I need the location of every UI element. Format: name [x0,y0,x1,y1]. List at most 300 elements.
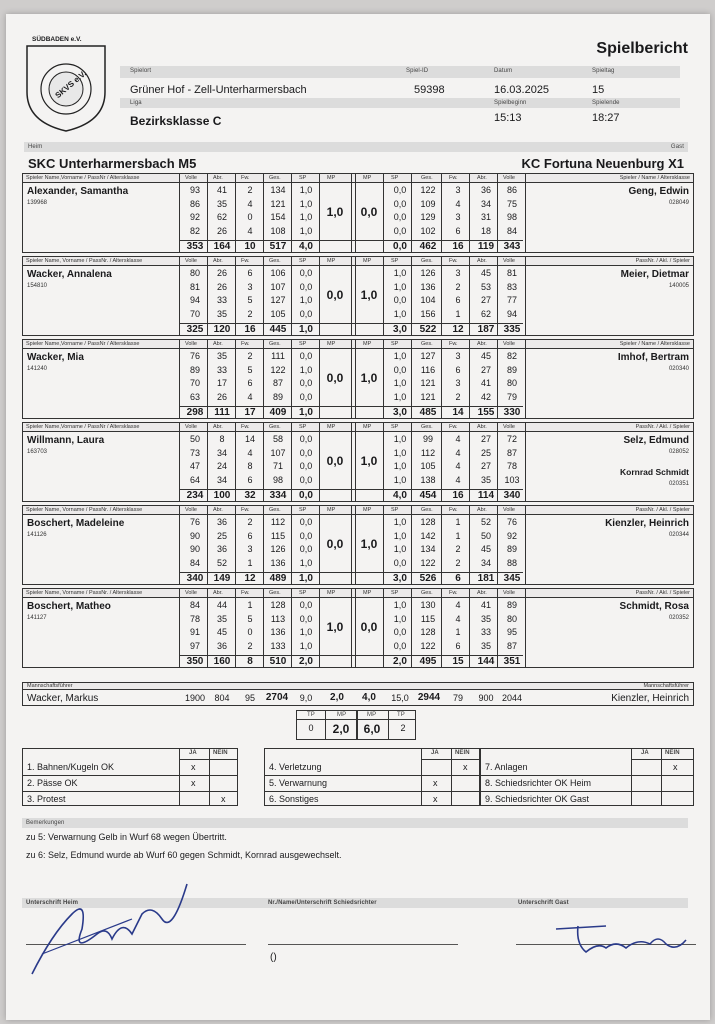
guest-mp: 1,0 [360,288,378,302]
pairing-4 [22,422,694,502]
guest-signature [546,914,706,964]
home-score-cell: 84 [189,557,200,568]
home-total-cell: 149 [213,573,231,584]
home-score-cell: 26 [216,281,227,292]
guest-score-cell: 75 [506,198,517,209]
home-mp: 0,0 [326,371,344,385]
home-col-label: MP [327,424,336,430]
guest-player-name: Selz, Edmund [623,435,689,446]
guest-score-cell: 112 [420,447,436,458]
guest-score-cell: 0,0 [393,557,407,568]
guest-score-cell: 0,0 [393,198,407,209]
guest-score-cell: 136 [420,281,436,292]
guest-score-cell: 80 [506,613,517,624]
spieltag-value: 15 [592,84,605,96]
home-total-cell: 489 [269,573,287,584]
guest-col-label: SP [391,175,399,181]
guest-score-cell: 126 [420,268,436,278]
guest-col-label: Ges. [421,341,433,347]
home-total-cell: 1,0 [299,324,313,335]
home-col-label: SP [299,258,307,264]
home-total-cell: 0,0 [299,490,313,501]
guest-col-label: Volle [503,424,515,430]
guest-total-cell: 0,0 [393,241,407,252]
guest-col-label: Fw. [449,258,458,264]
guest-score-cell: 95 [506,627,517,637]
home-score-cell: 89 [189,364,200,375]
home-score-cell: 45 [216,627,227,637]
guest-col-label: Ges. [421,175,433,181]
home-total-cell: 340 [186,573,204,584]
datum-label: Datum [494,68,513,74]
guest-score-cell: 41 [480,600,491,610]
guest-score-cell: 1,0 [393,391,407,402]
guest-total-cell: 3,0 [393,407,407,418]
guest-score-cell: 1,0 [393,268,407,278]
home-score-cell: 0,0 [299,434,313,444]
home-score-cell: 36 [216,517,227,527]
home-total-cell: 16 [244,324,256,335]
home-total-cell: 234 [186,490,204,501]
guest-player-name: Imhof, Bertram [617,352,689,363]
guest-score-cell: 122 [420,557,436,568]
guest-total-cell: 187 [477,324,495,335]
home-total-abr: 804 [214,693,230,703]
guest-score-cell: 77 [506,295,517,305]
home-total-cell: 517 [269,241,287,252]
checklist-2 [264,748,480,806]
home-score-cell: 113 [270,613,286,624]
pairing-3 [22,339,694,419]
team-label-bar [24,142,688,152]
guest-col-label: MP [363,341,372,347]
guest-score-cell: 4 [455,198,461,209]
guest-col-label: Fw. [449,590,458,596]
guest-score-cell: 92 [506,530,517,541]
guest-player-col-label: Spieler / Name / Altersklasse [619,175,690,181]
home-score-cell: 94 [189,295,200,305]
guest-score-cell: 127 [420,351,436,361]
guest-total-cell: 3,0 [393,324,407,335]
guest-score-cell: 0,0 [393,295,407,305]
home-score-cell: 26 [216,268,227,278]
home-player-pass: 141126 [27,532,47,538]
guest-col-label: MP [363,175,372,181]
home-score-cell: 0,0 [299,530,313,541]
home-score-cell: 44 [216,600,227,610]
home-score-cell: 1,0 [299,225,313,236]
guest-score-cell: 1,0 [393,517,407,527]
pairing-2 [22,256,694,336]
home-col-label: Fw. [241,175,250,181]
guest-col-label: Ges. [421,424,433,430]
home-col-label: SP [299,341,307,347]
home-score-cell: 6 [247,378,253,388]
home-score-cell: 1,0 [299,198,313,209]
home-score-cell: 4 [247,198,253,209]
guest-player-pass: 020344 [668,532,689,538]
home-score-cell: 0,0 [299,613,313,624]
home-score-cell: 26 [216,391,227,402]
guest-tp: 2 [400,723,406,733]
guest-total-cell: 6 [455,573,461,584]
guest-total-cell: 3,0 [393,573,407,584]
guest-score-cell: 31 [480,212,491,222]
guest-score-cell: 45 [480,544,491,554]
home-score-cell: 2 [247,517,253,527]
guest-score-cell: 27 [480,434,491,444]
home-captain: Wacker, Markus [27,693,99,704]
guest-captain: Kienzler, Heinrich [611,693,689,704]
pairing-6 [22,588,694,668]
ref-value: () [270,952,277,963]
guest-total-cell: 4,0 [393,490,407,501]
home-score-cell: 0,0 [299,461,313,471]
home-score-cell: 71 [272,461,283,471]
home-total-cell: 120 [213,324,231,335]
home-total-cell: 1,0 [299,407,313,418]
home-score-cell: 14 [244,434,255,444]
home-player-name: Boschert, Matheo [27,601,111,612]
checklist-3 [480,748,694,806]
home-mp: 1,0 [326,620,344,634]
checklist-item: 5. Verwarnung [269,778,328,788]
guest-score-cell: 0,0 [393,225,407,236]
home-score-cell: 134 [270,185,286,195]
home-score-cell: 8 [219,434,225,444]
home-col-label: MP [327,258,336,264]
home-player-pass: 139968 [27,200,48,206]
home-mp: 0,0 [326,454,344,468]
home-total-cell: 325 [186,324,204,335]
home-score-cell: 0,0 [299,447,313,458]
home-col-label: Abr. [213,590,223,596]
home-signature [12,874,202,984]
home-col-label: Volle [185,590,197,596]
home-tp: 0 [308,723,314,733]
guest-score-cell: 3 [455,185,461,195]
home-total-cell: 2,0 [299,656,313,667]
home-score-cell: 105 [270,308,286,319]
guest-score-cell: 1 [455,530,461,541]
guest-score-cell: 18 [480,225,491,236]
home-col-label: Ges. [269,341,281,347]
guest-score-cell: 88 [506,557,517,568]
home-score-cell: 107 [270,281,286,292]
home-score-cell: 35 [216,198,227,209]
home-player-col-label: Spieler Name, Vorname / PassNr. / Altersklasse [26,258,143,264]
guest-score-cell: 129 [420,212,436,222]
guest-player-col-label: PassNr. / Akl. / Spieler [635,507,690,513]
home-score-cell: 97 [189,640,200,651]
guest-score-cell: 6 [455,364,461,375]
home-score-cell: 70 [189,378,200,388]
guest-col-label: Abr. [477,507,487,513]
guest-score-cell: 102 [420,225,436,236]
guest-score-cell: 4 [455,447,461,458]
guest-score-cell: 35 [480,474,491,485]
home-total-fw: 95 [244,693,255,703]
home-score-cell: 98 [272,474,283,485]
home-score-cell: 76 [189,351,200,361]
home-total-cell: 1,0 [299,573,313,584]
guest-total-cell: 495 [419,656,437,667]
home-score-cell: 34 [216,447,227,458]
home-score-cell: 17 [216,378,227,388]
checklist-item: 2. Pässe OK [27,778,78,788]
guest-score-cell: 3 [455,351,461,361]
remark-line-2: zu 6: Selz, Edmund wurde ab Wurf 60 gegen Schmidt, Kornrad ausgewechselt. [26,850,342,860]
home-score-cell: 0,0 [299,600,313,610]
guest-score-cell: 105 [420,461,436,471]
home-mp: 0,0 [326,537,344,551]
home-total-cell: 32 [244,490,256,501]
guest-total-cell: 14 [452,407,464,418]
home-score-cell: 0,0 [299,391,313,402]
guest-score-cell: 2 [455,391,461,402]
home-player-pass: 141127 [27,615,47,621]
guest-total-cell: 114 [477,490,495,501]
home-player-name: Willmann, Laura [27,435,105,446]
home-col-label: Fw. [241,424,250,430]
home-score-cell: 5 [247,364,253,375]
home-score-cell: 0 [247,627,253,637]
guest-score-cell: 1,0 [393,613,407,624]
guest-score-cell: 2 [455,557,461,568]
home-total-cell: 10 [244,241,256,252]
home-score-cell: 80 [189,268,200,278]
guest-score-cell: 0,0 [393,364,407,375]
guest-score-cell: 27 [480,364,491,375]
spielbeginn-value: 15:13 [494,112,522,124]
guest-score-cell: 27 [480,295,491,305]
guest-player-pass: 140005 [668,283,689,289]
home-player-col-label: Spieler Name,Vorname / PassNr / Altersklasse [26,175,140,181]
home-score-cell: 0 [247,212,253,222]
liga-label: Liga [130,100,142,106]
team-total-row [22,682,694,706]
home-score-cell: 2 [247,308,253,319]
home-col-label: SP [299,175,307,181]
guest-col-label: Abr. [477,590,487,596]
guest-score-cell: 33 [480,627,491,637]
checklist-item: 8. Schiedsrichter OK Heim [485,778,592,788]
home-score-cell: 6 [247,530,253,541]
guest-score-cell: 115 [420,613,436,624]
guest-score-cell: 35 [480,640,491,651]
nein-label: NEIN [455,750,470,756]
home-total-cell: 111 [214,407,230,418]
guest-total-mp: 4,0 [362,692,376,703]
report-sheet [6,14,710,1020]
home-mp: 2,0 [332,722,350,736]
home-score-cell: 52 [216,557,227,568]
guest-score-cell: 109 [420,198,436,209]
home-total-cell: 8 [247,656,253,667]
guest-mp: 1,0 [360,454,378,468]
guest-score-cell: 116 [420,364,436,375]
guest-total-cell: 462 [419,241,437,252]
home-score-cell: 107 [270,447,286,458]
home-player-pass: 154810 [27,283,48,289]
home-score-cell: 6 [247,268,253,278]
checklist-item: 4. Verletzung [269,762,322,772]
home-score-cell: 5 [247,613,253,624]
home-col-label: Fw. [241,590,250,596]
home-total-cell: 100 [213,490,231,501]
home-col-label: MP [327,175,336,181]
guest-captain-label: Mannschaftsführer [643,683,689,689]
guest-col-label: Volle [503,590,515,596]
home-score-cell: 4 [247,447,253,458]
home-score-cell: 76 [189,517,200,527]
spiel-id-label: Spiel-ID [406,68,429,74]
home-col-label: Volle [185,175,197,181]
guest-col-label: MP [363,507,372,513]
home-score-cell: 1,0 [299,185,313,195]
guest-score-cell: 76 [506,517,517,527]
guest-score-cell: 128 [420,517,436,527]
checklist-item: 9. Schiedsrichter OK Gast [485,794,590,804]
home-score-cell: 0,0 [299,281,313,292]
home-score-cell: 2 [247,185,253,195]
home-total-cell: 298 [186,407,204,418]
home-col-label: MP [327,590,336,596]
guest-total-cell: 351 [503,656,521,667]
guest-score-cell: 122 [420,185,436,195]
nein-mark: x [673,762,678,772]
home-score-cell: 0,0 [299,517,313,527]
guest-score-cell: 4 [455,474,461,485]
guest-total-sp: 15,0 [391,693,409,703]
home-score-cell: 127 [270,295,286,305]
guest-score-cell: 4 [455,461,461,471]
home-score-cell: 5 [247,295,253,305]
home-score-cell: 154 [270,212,286,222]
guest-col-label: Abr. [477,175,487,181]
home-score-cell: 1,0 [299,212,313,222]
spielort-label: Spielort [130,68,152,74]
ja-mark: x [433,778,438,788]
guest-col-label: SP [391,258,399,264]
gast-label: Gast [670,144,684,150]
home-score-cell: 4 [247,225,253,236]
ja-label: JA [641,750,649,756]
home-score-cell: 86 [189,198,200,209]
guest-total-cell: 119 [477,241,495,252]
guest-score-cell: 1,0 [393,281,407,292]
guest-col-label: SP [391,590,399,596]
guest-total-cell: 181 [477,573,495,584]
guest-score-cell: 82 [506,351,517,361]
guest-col-label: Volle [503,341,515,347]
home-score-cell: 47 [189,461,200,471]
guest-col-label: Volle [503,175,515,181]
home-mp: 0,0 [326,288,344,302]
home-score-cell: 90 [189,544,200,554]
home-score-cell: 62 [216,212,227,222]
home-score-cell: 92 [189,212,200,222]
guest-mp: 1,0 [360,371,378,385]
guest-total-volle: 2044 [501,693,523,703]
datum-value: 16.03.2025 [494,84,550,96]
home-col-label: Abr. [213,175,223,181]
home-col-label: Volle [185,507,197,513]
home-score-cell: 91 [189,627,200,637]
sig-guest-label: Unterschrift Gast [518,900,569,906]
guest-player-pass: 020340 [668,366,689,372]
guest-score-cell: 1,0 [393,308,407,319]
guest-player-col-label: PassNr. / Akl. / Spieler [635,424,690,430]
guest-score-cell: 50 [480,530,491,541]
home-player-pass: 141240 [27,366,48,372]
guest-total-cell: 335 [503,324,521,335]
guest-col-label: MP [363,424,372,430]
guest-player-pass: 020351 [668,481,689,487]
guest-score-cell: 3 [455,268,461,278]
guest-score-cell: 1,0 [393,544,407,554]
guest-score-cell: 80 [506,378,517,388]
home-total-cell: 353 [186,241,204,252]
guest-total-cell: 340 [503,490,521,501]
guest-score-cell: 42 [480,391,491,402]
home-col-label: Fw. [241,341,250,347]
home-col-label: Ges. [269,424,281,430]
guest-col-label: Fw. [449,507,458,513]
home-score-cell: 82 [189,225,200,236]
ja-label: JA [189,750,197,756]
guest-col-label: MP [363,590,372,596]
guest-score-cell: 1,0 [393,530,407,541]
home-total-cell: 350 [186,656,204,667]
guest-col-label: Abr. [477,258,487,264]
guest-total-cell: 454 [419,490,437,501]
home-score-cell: 84 [189,600,200,610]
home-total-volle: 1900 [184,693,206,703]
guest-col-label: Fw. [449,424,458,430]
guest-score-cell: 1 [455,627,461,637]
guest-score-cell: 79 [506,391,517,402]
guest-score-cell: 87 [506,640,517,651]
guest-col-label: SP [391,424,399,430]
guest-player-name: Geng, Edwin [628,186,689,197]
guest-team-name: KC Fortuna Neuenburg X1 [521,156,684,171]
guest-total-cell: 155 [477,407,495,418]
guest-total-cell: 144 [477,656,495,667]
home-score-cell: 58 [272,434,283,444]
guest-total-cell: 345 [503,573,521,584]
home-score-cell: 1,0 [299,627,313,637]
home-col-label: Abr. [213,507,223,513]
guest-score-cell: 138 [420,474,436,485]
guest-col-label: Volle [503,258,515,264]
home-col-label: Fw. [241,258,250,264]
guest-score-cell: 94 [506,308,517,319]
guest-score-cell: 103 [504,474,520,485]
home-score-cell: 78 [189,613,200,624]
home-score-cell: 35 [216,613,227,624]
guest-score-cell: 87 [506,447,517,458]
guest-score-cell: 130 [420,600,436,610]
guest-score-cell: 122 [420,640,436,651]
ja-label: JA [431,750,439,756]
home-col-label: MP [327,341,336,347]
home-score-cell: 34 [216,474,227,485]
guest-player-col-label: PassNr. / Akl. / Spieler [635,590,690,596]
home-score-cell: 0,0 [299,474,313,485]
home-score-cell: 1,0 [299,640,313,651]
guest-score-cell: 4 [455,600,461,610]
